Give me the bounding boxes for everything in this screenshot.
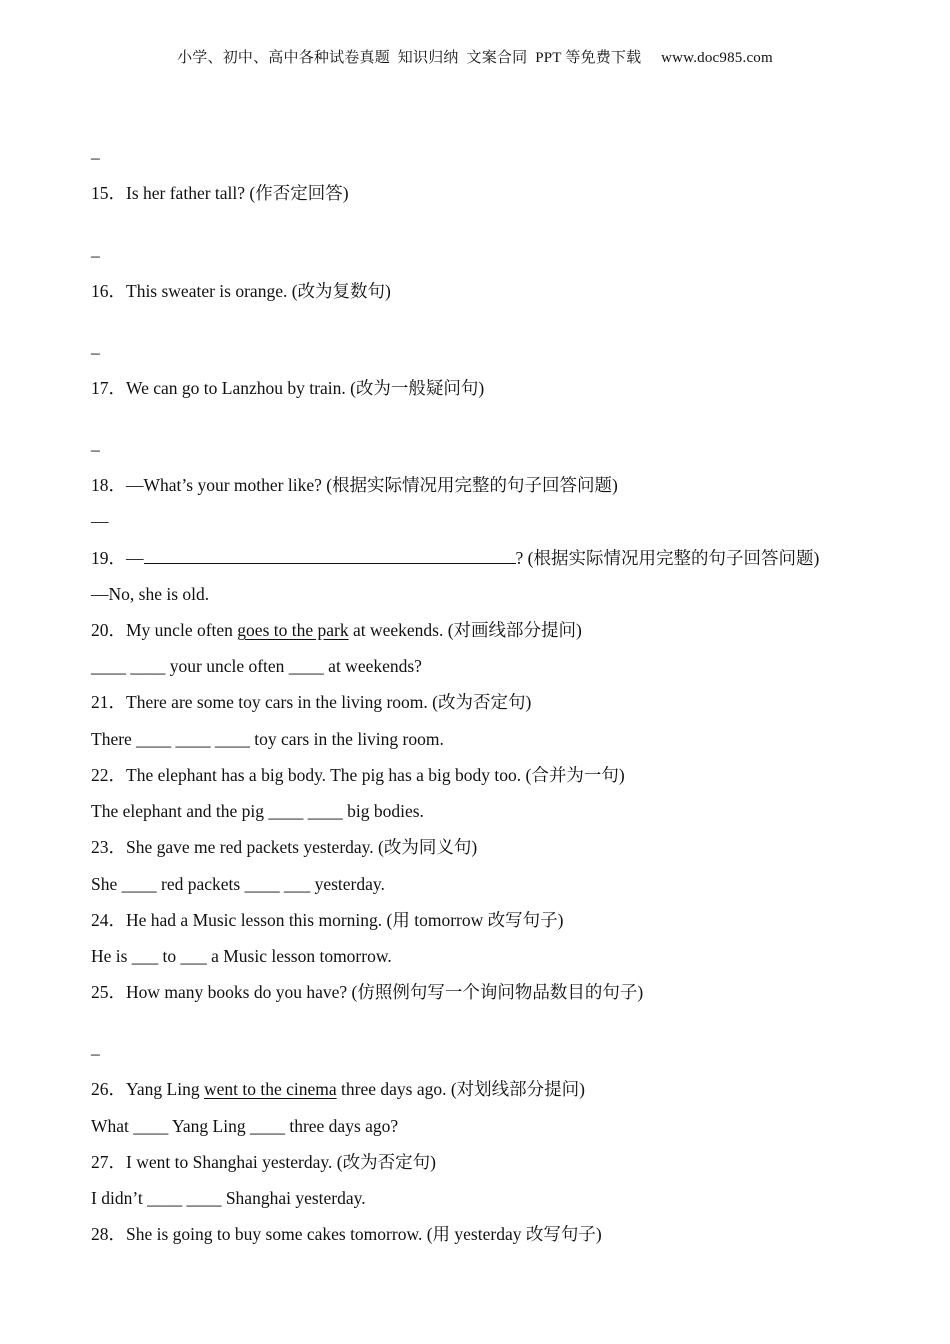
question-17: 17．We can go to Lanzhou by train. (改为一般疑问句) [91, 378, 485, 398]
question-26-before: 26．Yang Ling [91, 1079, 204, 1099]
question-20-underlined: goes to the park [237, 620, 349, 640]
question-24-answer: He is ___ to ___ a Music lesson tomorrow. [91, 946, 392, 966]
question-19-suffix: ? (根据实际情况用完整的句子回答问题) [515, 548, 820, 568]
question-15: 15．Is her father tall? (作否定回答) [91, 183, 349, 203]
question-21-answer: There ____ ____ ____ toy cars in the living room. [91, 729, 444, 749]
question-19 [91, 547, 819, 569]
question-25: 25．How many books do you have? (仿照例句写一个询问物品数目的句子) [91, 982, 644, 1002]
page-header: 小学、初中、高中各种试卷真题 知识归纳 文案合同 PPT 等免费下载 www.doc985.com [177, 50, 773, 66]
answer-mark: _ [91, 336, 100, 356]
question-20-after: at weekends. (对画线部分提问) [348, 620, 582, 640]
question-18-answer: — [91, 511, 109, 531]
question-20-answer: ____ ____ your uncle often ____ at weekends? [91, 656, 422, 676]
question-19-prefix: 19．— [91, 548, 144, 568]
question-22-answer: The elephant and the pig ____ ____ big bodies. [91, 801, 424, 821]
question-26-after: three days ago. (对划线部分提问) [336, 1079, 585, 1099]
answer-mark: _ [91, 141, 100, 161]
question-26-answer: What ____ Yang Ling ____ three days ago? [91, 1116, 399, 1136]
question-26-underlined: went to the cinema [203, 1079, 337, 1099]
question-22: 22．The elephant has a big body. The pig has a big body too. (合并为一句) [91, 765, 625, 785]
question-20-before: 20．My uncle often [91, 620, 238, 640]
question-21: 21．There are some toy cars in the living room. (改为否定句) [91, 692, 532, 712]
question-27: 27．I went to Shanghai yesterday. (改为否定句) [91, 1152, 436, 1172]
question-23: 23．She gave me red packets yesterday. (改为同义句) [91, 837, 478, 857]
question-26 [91, 1078, 585, 1100]
question-28: 28．She is going to buy some cakes tomorrow. (用 yesterday 改写句子) [91, 1224, 602, 1244]
question-19-answer: —No, she is old. [91, 584, 210, 604]
question-16: 16．This sweater is orange. (改为复数句) [91, 281, 391, 301]
question-20 [91, 619, 582, 641]
question-18: 18．—What’s your mother like? (根据实际情况用完整的句子回答问题) [91, 475, 618, 495]
question-24: 24．He had a Music lesson this morning. (用 tomorrow 改写句子) [91, 910, 564, 930]
answer-mark: _ [91, 433, 100, 453]
question-27-answer: I didn’t ____ ____ Shanghai yesterday. [91, 1188, 366, 1208]
answer-mark: _ [91, 239, 100, 259]
answer-blank[interactable] [144, 548, 516, 564]
answer-mark: _ [91, 1037, 100, 1057]
question-23-answer: She ____ red packets ____ ___ yesterday. [91, 874, 385, 894]
